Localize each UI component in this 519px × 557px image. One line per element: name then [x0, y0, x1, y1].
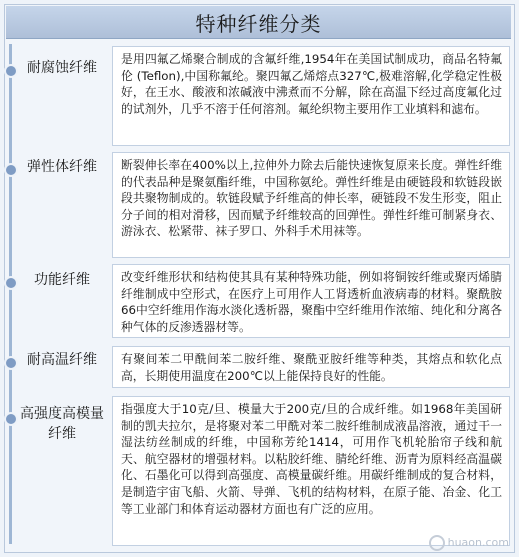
row-text-corrosion-resistant: 是用四氟乙烯聚合制成的含氟纤维,1954年在美国试制成功，商品名特氟伦 (Teflon),中国称氟纶。聚四氟乙烯熔点327℃,极难溶解,化学稳定性极好，在王水、酸液和浓碱液中沸煮而不分解，除在高温下经过高度氟化过的试剂外，几乎不溶于任何溶剂。氟纶织物主要用作工业填料和滤布。	[112, 46, 510, 146]
row-label-heat-resistant: 耐高温纤维	[27, 352, 97, 368]
watermark-text: huaon.com	[447, 536, 509, 549]
page-title	[6, 6, 511, 39]
row-text-heat-resistant: 有聚间苯二甲酰间苯二胺纤维、聚酰亚胺纤维等种类，其熔点和软化点高，长期使用温度在200℃以上能保持良好的性能。	[112, 346, 510, 388]
row-label-high-strength-modulus: 高强度高模量纤维	[20, 406, 104, 442]
row-label-elastomeric: 弹性体纤维	[27, 159, 97, 175]
row-text-functional: 改变纤维形状和结构使其具有某种特殊功能，例如将铜铵纤维或聚丙烯腈纤维制成中空形式，在医疗上可用作人工肾透析血液病毒的材料。聚酰胺66中空纤维用作海水淡化透析器，聚酯中空纤维用作浓缩、纯化和分离各种气体的反渗透器材等。	[112, 264, 510, 338]
row-label-corrosion-resistant: 耐腐蚀纤维	[27, 60, 97, 76]
row-text-high-strength-modulus: 指强度大于10克/旦、模量大于200克/旦的合成纤维。如1968年美国研制的凯夫拉尔，是将聚对苯二甲酰对苯二胺纤维制成液晶溶液，通过干一湿法纺丝制成的纤维，中国称芳纶1414，可用作飞机轮胎帘子线和航天、航空器材的增强材料。以粘胶纤维、腈纶纤维、沥青为原料经高温碳化、石墨化可以得到高强度、高模量碳纤维。用碳纤维制成的复合材料，是制造宇宙飞船、火箭、导弹、飞机的结构材料，在原子能、冶金、化工等工业部门和体育运动器材方面也有广泛的应用。	[112, 396, 510, 546]
watermark	[429, 535, 509, 551]
row-text-elastomeric: 断裂伸长率在400%以上,拉伸外力除去后能快速恢复原来长度。弹性纤维的代表品种是聚氨酯纤维，中国称氨纶。弹性纤维是由硬链段和软链段嵌段共聚物制成的。软链段赋予纤维高的伸长率，硬链段不发生形变，阻止分子间的相对滑移，因而赋予纤维较高的回弹性。弹性纤维可制紧身衣、游泳衣、松紧带、袜子罗口、外科手术用袜等。	[112, 152, 510, 258]
watermark-logo-icon	[429, 535, 445, 551]
row-label-functional: 功能纤维	[34, 272, 90, 288]
timeline-spine	[9, 44, 12, 544]
page-title-text: 特种纤维分类	[195, 11, 322, 36]
